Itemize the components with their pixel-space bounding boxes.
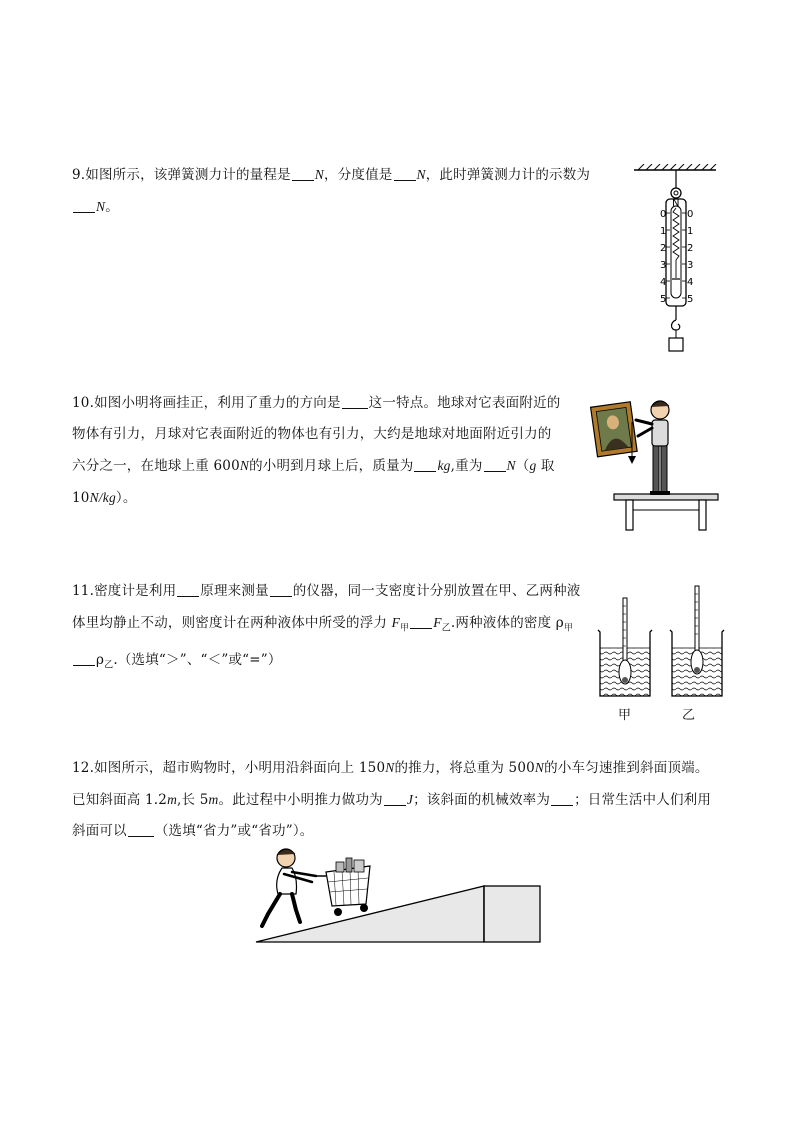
q10-line-1: [72, 388, 560, 419]
q11-text: 原理来测量: [200, 583, 269, 599]
q12-line-2: [72, 784, 711, 816]
answer-blank[interactable]: [128, 822, 154, 837]
question-12: [72, 752, 711, 847]
q11-line-2: [72, 607, 580, 645]
answer-blank[interactable]: [177, 582, 199, 597]
hydrometer-beakers-figure: [596, 584, 730, 700]
unit: N: [385, 760, 395, 775]
scale-right-label: 2: [687, 243, 694, 254]
q10-text: ）。: [115, 490, 137, 506]
q12-text: 已知斜面高 1.2: [72, 792, 168, 808]
unit: N: [534, 760, 545, 775]
hanging-painting-figure: [588, 392, 724, 534]
q11-text: ρ: [96, 651, 105, 668]
unit: m: [208, 792, 219, 807]
unit: N: [96, 199, 106, 214]
answer-blank[interactable]: [384, 791, 406, 806]
q12-text: （选填“省力”或“省功”）。: [154, 823, 314, 839]
scale-right-label: 3: [687, 260, 694, 271]
scale-left-label: 1: [660, 226, 667, 237]
answer-blank[interactable]: [73, 651, 95, 666]
question-10: [72, 388, 560, 514]
q12-text: ；日常生活中人们利用: [574, 792, 712, 808]
answer-blank[interactable]: [270, 582, 292, 597]
q11-text: .（选填“＞”、“＜”或“=”）: [113, 651, 282, 668]
scale-right-label: 0: [687, 209, 694, 220]
q12-text: 斜面可以: [72, 823, 127, 839]
scale-top-letter: N: [672, 198, 680, 209]
q10-text: 10.如图小明将画挂正，利用了重力的方向是: [72, 395, 341, 411]
q11-text: 11.密度计是利用: [72, 583, 177, 599]
scale-right-label: 4: [687, 277, 694, 288]
q12-text: 12.如图所示，超市购物时，小明用沿斜面向上 150: [72, 760, 386, 776]
q9-text: 9.如图所示，该弹簧测力计的量程是: [72, 167, 291, 183]
q11-text: .两种液体的密度 ρ: [450, 615, 564, 631]
answer-blank[interactable]: [414, 457, 436, 472]
q9-text: 。: [105, 199, 119, 215]
q9-line-1: [72, 159, 590, 191]
unit: m: [167, 792, 178, 807]
question-11: [72, 576, 580, 681]
q9-text: ，此时弹簧测力计的示数为: [425, 167, 591, 183]
q9-line-2: [72, 191, 590, 223]
scale-left-label: 0: [660, 209, 667, 220]
symbol: F: [433, 615, 442, 630]
unit: N: [314, 167, 324, 182]
answer-blank[interactable]: [292, 166, 314, 181]
q11-line-1: [72, 576, 580, 607]
incline-cart-figure: [252, 842, 544, 946]
symbol: F: [391, 615, 401, 630]
unit: N: [416, 167, 426, 182]
q10-text: 这一特点。地球对它表面附近的: [368, 395, 561, 411]
spring-scale-figure: [630, 164, 722, 356]
q12-text: 的推力，将总重为 500: [394, 760, 535, 776]
unit: kg: [437, 458, 451, 473]
q12-text: 。此过程中小明推力做功为: [218, 792, 383, 808]
scale-left-label: 3: [660, 260, 667, 271]
subscript: 乙: [104, 660, 114, 671]
q11-text: 体里均静止不动，则密度计在两种液体中所受的浮力: [72, 615, 392, 631]
answer-blank[interactable]: [394, 166, 416, 181]
q10-text: ,重为: [450, 458, 483, 474]
q11-line-3: [72, 645, 580, 682]
beaker-label-a: 甲: [618, 708, 632, 723]
q10-text: （: [515, 458, 530, 474]
answer-blank[interactable]: [484, 457, 506, 472]
q10-text: 10: [72, 490, 90, 506]
unit: J: [406, 792, 414, 807]
answer-blank[interactable]: [551, 791, 573, 806]
q9-text: ，分度值是: [324, 167, 393, 183]
symbol: g: [529, 458, 537, 473]
q10-text: 物体有引力，月球对它表面附近的物体也有引力，大约是地球对地面附近引力的: [72, 426, 552, 442]
q10-line-2: [72, 419, 560, 450]
beaker-label-b: 乙: [682, 708, 696, 723]
q12-text: 的小车匀速推到斜面顶端。: [544, 760, 709, 776]
q10-text: 六分之一，在地球上重 600: [72, 458, 240, 474]
unit: N: [506, 458, 516, 473]
q12-text: ；该斜面的机械效率为: [413, 792, 551, 808]
scale-left-label: 2: [660, 243, 667, 254]
q10-line-3: [72, 450, 560, 482]
q10-text: 的小明到月球上后，质量为: [249, 458, 414, 474]
scale-left-label: 4: [660, 277, 667, 288]
q10-line-4: [72, 482, 560, 514]
subscript: 甲: [563, 623, 574, 634]
unit: N/kg: [89, 490, 116, 505]
scale-right-label: 5: [687, 294, 694, 305]
scale-right-label: 1: [687, 226, 694, 237]
q11-text: 的仪器，同一支密度计分别放置在甲、乙两种液: [292, 583, 581, 599]
answer-blank[interactable]: [73, 198, 95, 213]
q10-text: 取: [536, 458, 555, 474]
question-9: [72, 159, 590, 223]
subscript: 乙: [441, 623, 451, 634]
q12-text: ,长 5: [177, 792, 209, 808]
answer-blank[interactable]: [342, 394, 368, 409]
q12-line-1: [72, 752, 711, 784]
unit: N: [239, 458, 250, 473]
scale-left-label: 5: [660, 294, 667, 305]
subscript: 甲: [400, 623, 410, 634]
answer-blank[interactable]: [410, 614, 432, 629]
